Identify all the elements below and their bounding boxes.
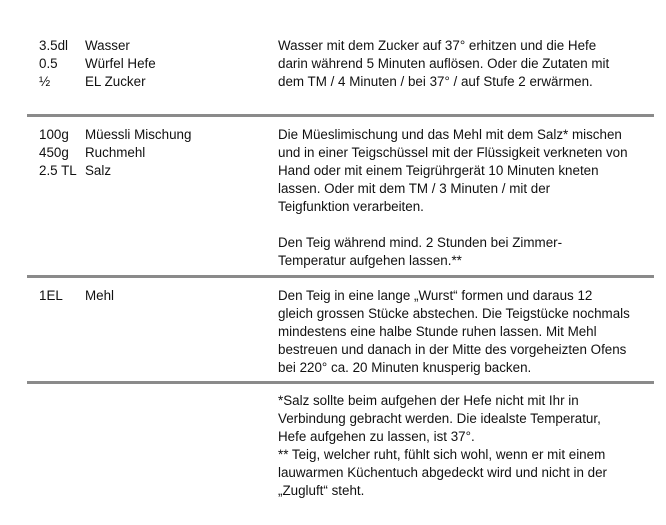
instruction-line: Die Müeslimischung und das Mehl mit dem Salz* mischen [278, 127, 622, 142]
section-divider [27, 275, 654, 278]
ingredient-qty: 0.5 [39, 56, 58, 71]
step-1-instructions [278, 37, 653, 91]
ingredient-name: Mehl [85, 288, 115, 303]
footnote-line: *Salz sollte beim aufgehen der Hefe nicht mit Ihr in [278, 393, 579, 408]
ingredient-qty: 100g [39, 127, 69, 142]
instruction-line: Temperatur aufgehen lassen.** [278, 253, 462, 268]
instruction-line: Den Teig während mind. 2 Stunden bei Zimmer- [278, 235, 563, 250]
footnotes [278, 392, 653, 500]
ingredient-name: Salz [85, 163, 112, 178]
instruction-line: bei 220° ca. 20 Minuten knusperig backen. [278, 360, 532, 375]
ingredient-row [39, 287, 114, 305]
step-3-ingredients [39, 287, 114, 305]
paragraph-spacer [278, 216, 653, 234]
instruction-line: Wasser mit dem Zucker auf 37° erhitzen und die Hefe [278, 38, 597, 53]
footnote-line: lauwarmen Küchentuch abgedeckt wird und nicht in der [278, 465, 608, 480]
instruction-line: und in einer Teigschüssel mit der Flüssigkeit verkneten von [278, 145, 628, 160]
footnote-line: ** Teig, welcher ruht, fühlt sich wohl, wenn er mit einem [278, 447, 606, 462]
instruction-line: Den Teig in eine lange „Wurst“ formen und daraus 12 [278, 288, 593, 303]
instruction-line: bestreuen und danach in der Mitte des vorgeheizten Ofens [278, 342, 627, 357]
step-2-ingredients [39, 126, 191, 180]
section-divider [27, 114, 654, 117]
instruction-line: Hand oder mit einem Teigrührgerät 10 Minuten kneten [278, 163, 599, 178]
ingredient-name: EL Zucker [85, 74, 146, 89]
ingredient-qty: 450g [39, 145, 69, 160]
ingredient-name: Würfel Hefe [85, 56, 156, 71]
ingredient-row [39, 73, 156, 91]
instruction-line: dem TM / 4 Minuten / bei 37° / auf Stufe 2 erwärmen. [278, 74, 593, 89]
step-1-ingredients [39, 37, 156, 91]
ingredient-row [39, 126, 191, 144]
instruction-line: gleich grossen Stücke abstechen. Die Teigstücke nochmals [278, 306, 630, 321]
ingredient-qty: 3.5dl [39, 38, 69, 53]
ingredient-row [39, 55, 156, 73]
ingredient-qty: ½ [39, 74, 51, 89]
footnote-line: Verbindung gebracht werden. Die idealste Temperatur, [278, 411, 601, 426]
instruction-line: Teigfunktion verarbeiten. [278, 199, 424, 214]
step-3-instructions [278, 287, 653, 377]
ingredient-qty: 2.5 TL [39, 163, 77, 178]
step-2-instructions [278, 126, 653, 270]
ingredient-qty: 1EL [39, 288, 63, 303]
ingredient-name: Ruchmehl [85, 145, 146, 160]
footnote-line: Hefe aufgehen zu lassen, ist 37°. [278, 429, 475, 444]
instruction-line: mindestens eine halbe Stunde ruhen lassen. Mit Mehl [278, 324, 597, 339]
instruction-line: darin während 5 Minuten auflösen. Oder die Zutaten mit [278, 56, 610, 71]
instruction-line: lassen. Oder mit dem TM / 3 Minuten / mit der [278, 181, 551, 196]
ingredient-row [39, 144, 191, 162]
ingredient-name: Müessli Mischung [85, 127, 192, 142]
ingredient-row [39, 37, 156, 55]
section-divider [27, 381, 654, 384]
footnote-line: „Zugluft“ steht. [278, 483, 365, 498]
ingredient-name: Wasser [85, 38, 130, 53]
ingredient-row [39, 162, 191, 180]
